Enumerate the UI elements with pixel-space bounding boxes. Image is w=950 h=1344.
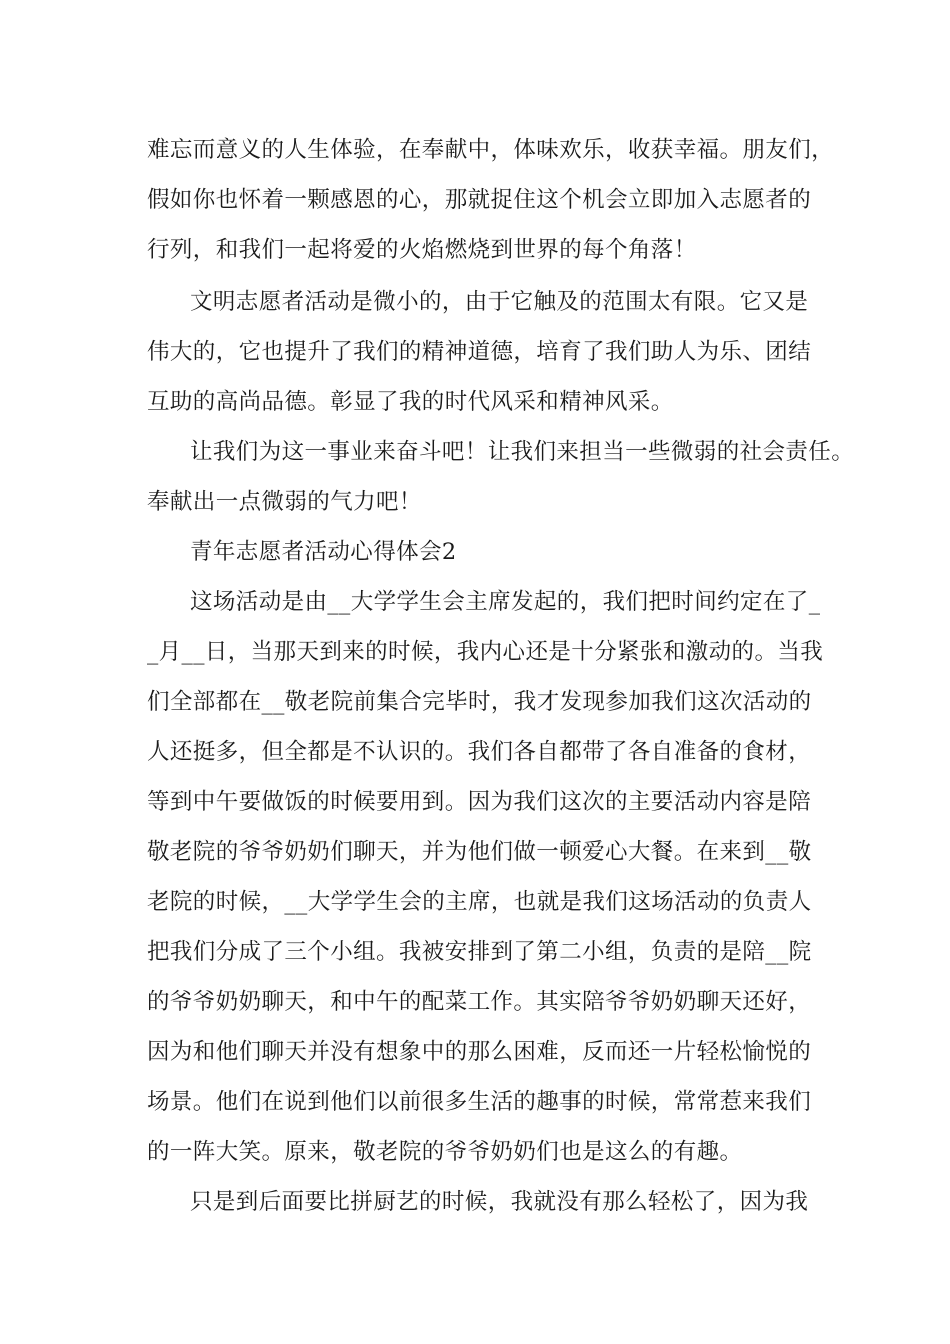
text-line: 人还挺多，但全都是不认识的。我们各自都带了各自准备的食材，: [147, 739, 812, 765]
text-line: 们全部都在__敬老院前集合完毕时，我才发现参加我们这次活动的: [147, 689, 812, 715]
text-line: 的爷爷奶奶聊天，和中午的配菜工作。其实陪爷爷奶奶聊天还好，: [147, 989, 812, 1015]
text-line: 奉献出一点微弱的气力吧！: [147, 489, 422, 515]
text-line: 场景。他们在说到他们以前很多生活的趣事的时候，常常惹来我们: [147, 1089, 812, 1115]
text-line: 把我们分成了三个小组。我被安排到了第二小组，负责的是陪__院: [147, 939, 812, 965]
text-line: 因为和他们聊天并没有想象中的那么困难，反而还一片轻松愉悦的: [147, 1039, 812, 1065]
text-line: 互助的高尚品德。彰显了我的时代风采和精神风采。: [147, 389, 674, 415]
text-line: 敬老院的爷爷奶奶们聊天，并为他们做一顿爱心大餐。在来到__敬: [147, 839, 812, 865]
text-line: 老院的时候，__大学学生会的主席，也就是我们这场活动的负责人: [147, 889, 812, 915]
text-line: 只是到后面要比拼厨艺的时候，我就没有那么轻松了，因为我: [190, 1189, 809, 1215]
text-line: 这场活动是由__大学学生会主席发起的，我们把时间约定在了_: [190, 589, 821, 615]
text-line: 难忘而意义的人生体验，在奉献中，体味欢乐，收获幸福。朋友们，: [147, 137, 835, 163]
text-line: _月__日，当那天到来的时候，我内心还是十分紧张和激动的。当我: [147, 639, 824, 665]
text-line: 等到中午要做饭的时候要用到。因为我们这次的主要活动内容是陪: [147, 789, 812, 815]
text-line: 伟大的，它也提升了我们的精神道德，培育了我们助人为乐、团结: [147, 339, 812, 365]
text-line: 的一阵大笑。原来，敬老院的爷爷奶奶们也是这么的有趣。: [147, 1139, 743, 1165]
text-line: 让我们为这一事业来奋斗吧！让我们来担当一些微弱的社会责任。: [190, 439, 855, 465]
text-line: 文明志愿者活动是微小的，由于它触及的范围太有限。它又是: [190, 289, 809, 315]
text-line: 行列，和我们一起将爱的火焰燃烧到世界的每个角落！: [147, 237, 697, 263]
section-heading: 青年志愿者活动心得体会2: [190, 539, 457, 565]
text-line: 假如你也怀着一颗感恩的心，那就捉住这个机会立即加入志愿者的: [147, 187, 812, 213]
